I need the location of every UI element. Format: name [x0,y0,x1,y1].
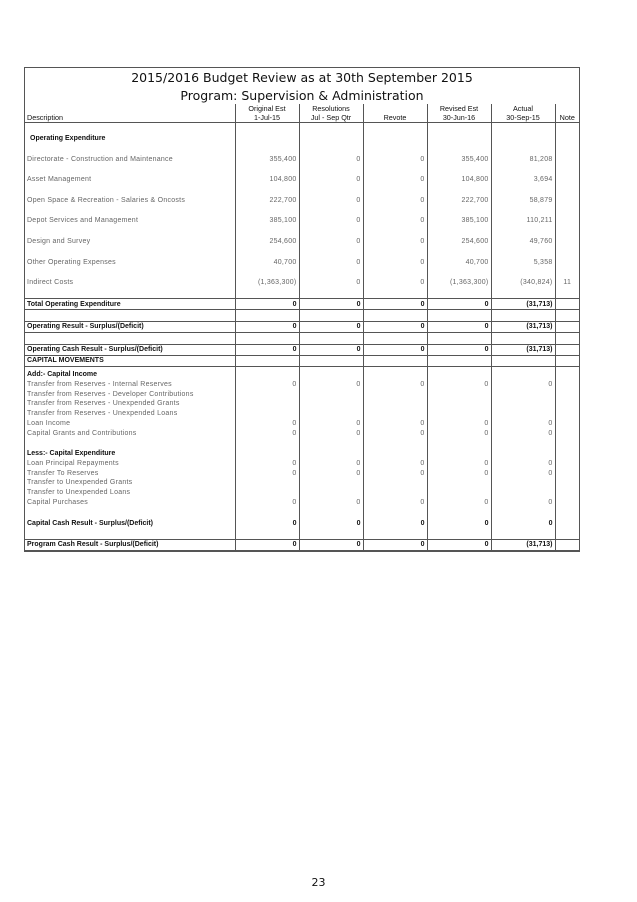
cell-resolutions: 0 [299,321,363,332]
cell-actual: (340,824) [491,278,555,288]
cell-revised: 0 [427,539,491,550]
cell-revote: 0 [363,175,427,185]
cell-revote: 0 [363,498,427,508]
spacer-row [25,144,579,155]
cell-resolutions: 0 [299,468,363,478]
capital-cash-result-row [25,518,579,528]
operating-expenditure-heading: Operating Expenditure [30,135,106,143]
cell-revote: 0 [363,379,427,389]
cell-revised: 0 [427,379,491,389]
cell-original: 0 [235,539,299,550]
cell-original [235,478,299,488]
cell-revised: 0 [427,299,491,310]
cell-revote: 0 [363,468,427,478]
capital-expenditure-row [25,488,579,498]
cell-revote: 0 [363,278,427,288]
cell-revote: 0 [363,344,427,355]
cell-resolutions: 0 [299,175,363,185]
cell-resolutions [299,399,363,409]
operating-row [25,175,579,185]
cell-revote: 0 [363,419,427,429]
capital-expenditure-heading-row [25,449,579,459]
budget-review-frame [24,67,580,552]
cell-resolutions: 0 [299,237,363,247]
operating-row [25,195,579,205]
cell-resolutions: 0 [299,419,363,429]
spacer-row [25,332,579,344]
row-description [25,438,235,449]
cell-original: 0 [235,468,299,478]
cell-revote: 0 [363,518,427,528]
cell-original: 0 [235,428,299,438]
spacer-row [25,438,579,449]
cell-revote [363,478,427,488]
cell-resolutions [299,389,363,399]
capital-expenditure-row [25,478,579,488]
spacer-row [25,164,579,175]
cell-actual: 0 [491,518,555,528]
cell-revote: 0 [363,459,427,469]
spacer-row [25,185,579,196]
spacer-row [25,310,579,322]
cell-actual: 58,879 [491,195,555,205]
cell-resolutions: 0 [299,379,363,389]
cell-original [235,389,299,399]
cell-actual: 49,760 [491,237,555,247]
cell-revised: 104,800 [427,175,491,185]
cell-original: 0 [235,498,299,508]
cell-revised: 0 [427,321,491,332]
cell-resolutions: 0 [299,428,363,438]
cell-revised: 0 [427,344,491,355]
cell-original: 0 [235,344,299,355]
capital-heading-row [25,355,579,366]
cell-note [555,175,579,185]
cell-actual: (31,713) [491,321,555,332]
cell-revote: 0 [363,237,427,247]
operating-row [25,237,579,247]
cell-revised: (1,363,300) [427,278,491,288]
operating-item-label: Design and Survey [27,238,91,246]
capital-expenditure-label: Transfer to Unexpended Grants [27,479,133,487]
capital-income-heading: Add:- Capital Income [27,370,98,378]
capital-expenditure-label: Capital Purchases [27,499,89,507]
cell-original [235,409,299,419]
cell-revote [363,389,427,399]
cell-note [555,154,579,164]
operating-heading-row [25,134,579,144]
capital-income-label: Transfer from Reserves - Unexpended Grants [27,400,180,408]
program-cash-result-row [25,539,579,550]
capital-income-label: Transfer from Reserves - Unexpended Loans [27,410,178,418]
capital-expenditure-row [25,459,579,469]
capital-income-label: Transfer from Reserves - Internal Reserves [27,380,172,388]
cell-resolutions: 0 [299,299,363,310]
cell-actual [491,409,555,419]
capital-income-row [25,389,579,399]
page-number: 23 [311,876,326,889]
spacer-row [25,247,579,258]
capital-income-heading-row [25,370,579,380]
cell-actual: 3,694 [491,175,555,185]
spacer-row [25,507,579,518]
cell-revised: 0 [427,498,491,508]
cell-resolutions [299,478,363,488]
header-resolutions-period: Jul - Sep Qtr [299,113,363,123]
row-description [25,144,235,155]
operating-item-label: Open Space & Recreation - Salaries & Oncosts [27,196,186,204]
cell-revised: 0 [427,468,491,478]
cell-original: 104,800 [235,175,299,185]
total-operating-label: Total Operating Expenditure [25,299,235,310]
cell-revote [363,488,427,498]
operating-result-label: Operating Result - Surplus/(Deficit) [25,321,235,332]
cell-actual: 0 [491,459,555,469]
cell-revised [427,478,491,488]
cell-original: 254,600 [235,237,299,247]
operating-result-row [25,321,579,332]
spacer-row [25,205,579,216]
header-description: Description [25,113,235,123]
row-description [25,528,235,539]
header-row-top [25,104,579,113]
cell-revised [427,488,491,498]
cell-revote: 0 [363,257,427,267]
cell-note [555,195,579,205]
cell-original: 0 [235,379,299,389]
row-description [25,310,235,322]
program-cash-result-label: Program Cash Result - Surplus/(Deficit) [25,539,235,550]
header-original-date: 1-Jul-15 [235,113,299,123]
cell-original: 40,700 [235,257,299,267]
report-title: 2015/2016 Budget Review as at 30th September 2015 [131,70,473,85]
cell-note: 11 [555,278,579,288]
operating-row [25,278,579,288]
cell-revised [427,399,491,409]
cell-note [555,216,579,226]
row-description [25,205,235,216]
capital-expenditure-label: Loan Principal Repayments [27,459,119,467]
row-description [25,123,235,134]
capital-movements-heading: CAPITAL MOVEMENTS [25,355,235,366]
row-description [25,332,235,344]
operating-row [25,154,579,164]
cell-original: (1,363,300) [235,278,299,288]
cell-resolutions: 0 [299,195,363,205]
row-description [25,164,235,175]
capital-expenditure-heading: Less:- Capital Expenditure [27,450,116,458]
capital-expenditure-row [25,468,579,478]
cell-original: 222,700 [235,195,299,205]
cell-original: 355,400 [235,154,299,164]
cell-actual: (31,713) [491,539,555,550]
header-actual-date: 30-Sep-15 [491,113,555,123]
capital-income-row [25,379,579,389]
header-row-bottom [25,113,579,123]
cell-note [555,237,579,247]
budget-table [25,104,579,551]
operating-row [25,257,579,267]
cell-original: 0 [235,518,299,528]
cell-revote: 0 [363,216,427,226]
operating-item-label: Directorate - Construction and Maintenance [27,155,173,163]
row-description [25,226,235,237]
cell-resolutions [299,409,363,419]
cell-original: 0 [235,299,299,310]
cell-actual: 110,211 [491,216,555,226]
header-original-est: Original Est [235,104,299,113]
cell-original: 385,100 [235,216,299,226]
cell-revised: 0 [427,428,491,438]
row-description [25,288,235,299]
cell-resolutions [299,488,363,498]
cell-original [235,399,299,409]
header-note: Note [555,113,579,123]
header-resolutions: Resolutions [299,104,363,113]
cell-revote [363,399,427,409]
cell-resolutions: 0 [299,344,363,355]
cell-original: 0 [235,321,299,332]
cell-revised: 0 [427,419,491,429]
cell-actual: 0 [491,379,555,389]
capital-cash-result-label: Capital Cash Result - Surplus/(Deficit) [27,519,154,527]
row-description [25,267,235,278]
cell-actual [491,478,555,488]
row-description [25,507,235,518]
cell-resolutions: 0 [299,539,363,550]
cell-note [555,257,579,267]
cell-actual [491,389,555,399]
capital-expenditure-row [25,498,579,508]
cell-revote: 0 [363,428,427,438]
cell-revised: 0 [427,459,491,469]
cell-original: 0 [235,419,299,429]
cell-actual: 0 [491,428,555,438]
cell-actual: 81,208 [491,154,555,164]
capital-income-row [25,419,579,429]
cell-revote: 0 [363,195,427,205]
cell-revised [427,389,491,399]
cell-revised: 385,100 [427,216,491,226]
cell-actual: 0 [491,419,555,429]
header-revised-date: 30-Jun-16 [427,113,491,123]
operating-row [25,216,579,226]
cell-revised: 40,700 [427,257,491,267]
operating-item-label: Asset Management [27,176,92,184]
operating-cash-result-row [25,344,579,355]
cell-original [235,488,299,498]
capital-income-label: Loan Income [27,419,71,427]
cell-actual: 5,358 [491,257,555,267]
cell-revised: 355,400 [427,154,491,164]
cell-revote: 0 [363,154,427,164]
program-title: Program: Supervision & Administration [180,88,424,103]
capital-income-label: Transfer from Reserves - Developer Contributions [27,390,194,398]
cell-revote: 0 [363,299,427,310]
cell-resolutions: 0 [299,498,363,508]
capital-expenditure-label: Transfer to Unexpended Loans [27,489,131,497]
row-description [25,247,235,258]
capital-income-label: Capital Grants and Contributions [27,429,137,437]
cell-revised: 0 [427,518,491,528]
operating-item-label: Other Operating Expenses [27,258,116,266]
operating-item-label: Indirect Costs [27,279,74,287]
cell-actual [491,488,555,498]
cell-resolutions: 0 [299,216,363,226]
header-actual: Actual [491,104,555,113]
cell-revised [427,409,491,419]
cell-actual: 0 [491,468,555,478]
spacer-row [25,267,579,278]
cell-actual: 0 [491,498,555,508]
cell-revised: 222,700 [427,195,491,205]
row-description [25,185,235,196]
cell-actual [491,399,555,409]
cell-revised: 254,600 [427,237,491,247]
total-operating-row [25,299,579,310]
cell-actual: (31,713) [491,299,555,310]
cell-revote: 0 [363,321,427,332]
capital-expenditure-label: Transfer To Reserves [27,469,99,477]
capital-income-row [25,428,579,438]
cell-resolutions: 0 [299,257,363,267]
cell-resolutions: 0 [299,278,363,288]
operating-cash-result-label: Operating Cash Result - Surplus/(Deficit) [25,344,235,355]
cell-resolutions: 0 [299,518,363,528]
capital-income-row [25,409,579,419]
header-revote: Revote [363,113,427,123]
cell-revote [363,409,427,419]
cell-actual: (31,713) [491,344,555,355]
spacer-row [25,288,579,299]
cell-revote: 0 [363,539,427,550]
spacer-row [25,528,579,539]
capital-income-row [25,399,579,409]
operating-item-label: Depot Services and Management [27,217,139,225]
cell-resolutions: 0 [299,459,363,469]
header-revised-est: Revised Est [427,104,491,113]
spacer-row [25,123,579,134]
cell-resolutions: 0 [299,154,363,164]
spacer-row [25,226,579,237]
cell-original: 0 [235,459,299,469]
